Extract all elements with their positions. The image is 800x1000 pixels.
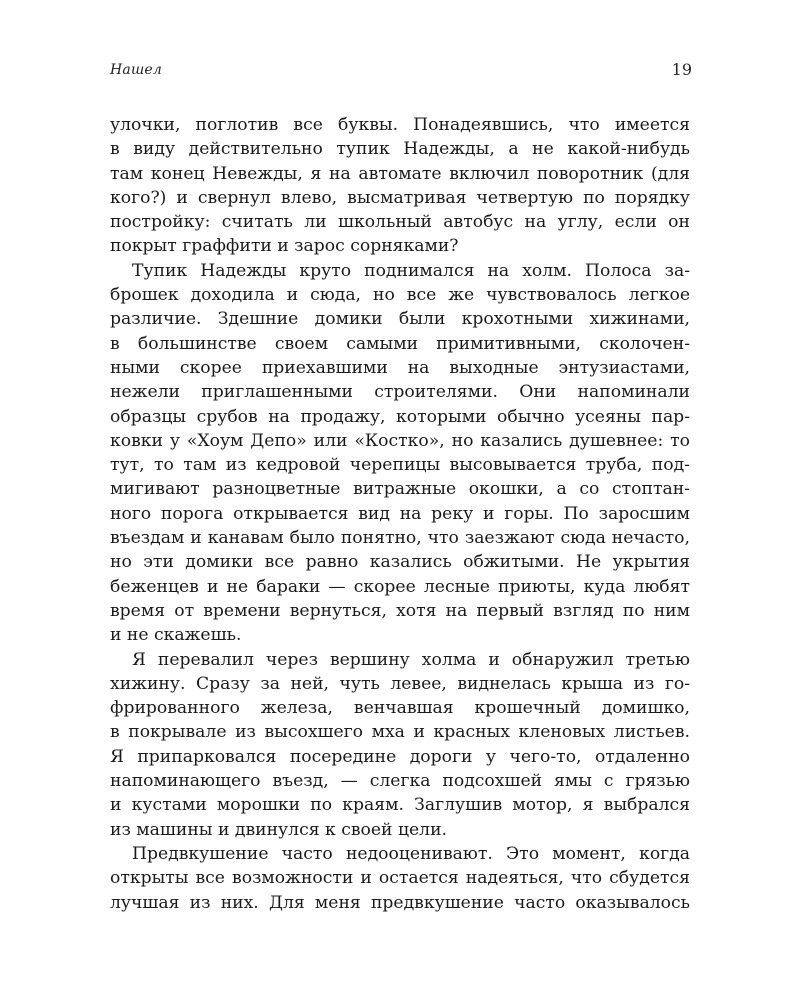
text-line: и не скажешь. — [110, 625, 242, 646]
text-line: ными скорее приехавшими на выходные энтузиастами, — [110, 357, 690, 378]
text-line: Предвкушение часто недооценивают. Это момент, когда — [132, 843, 690, 864]
page-number: 19 — [671, 60, 692, 79]
text-line: нежели приглашенными строителями. Они напоминали — [110, 382, 690, 403]
text-line: улочки, поглотив все буквы. Понадеявшись, что имеется — [110, 115, 690, 135]
text-line: Тупик Надежды круто поднимался на холм. Полоса за- — [132, 260, 690, 281]
text-line: и кустами морошки по краям. Заглушив мотор, я выбрался — [110, 795, 690, 816]
text-line: открыты все возможности и остается надеяться, что сбудется — [110, 868, 690, 889]
text-line: фрированного железа, венчавшая крошечный домишко, — [110, 698, 690, 719]
text-line: постройку: считать ли школьный автобус на углу, если он — [110, 212, 690, 233]
text-line: беженцев и не бараки — скорее лесные приюты, куда любят — [110, 576, 690, 597]
text-line: покрыт граффити и зарос сорняками? — [110, 236, 459, 257]
text-line: лучшая из них. Для меня предвкушение часто оказывалось — [110, 892, 690, 913]
text-line: Я перевалил через вершину холма и обнаружил третью — [132, 649, 690, 670]
body-text — [110, 113, 690, 915]
text-line: различие. Здешние домики были крохотными хижинами, — [110, 309, 690, 330]
text-line: кого?) и свернул влево, высматривая четвертую по порядку — [110, 187, 690, 208]
text-line: время от времени вернуться, хотя на первый взгляд по ним — [110, 600, 690, 621]
text-line: въездам и канавам было понятно, что заезжают сюда нечасто, — [110, 528, 690, 549]
text-line: брошек доходила и сюда, но все же чувствовалось легкое — [110, 285, 690, 306]
text-line: ного порога открывается вид на реку и горы. По заросшим — [110, 503, 690, 524]
running-title: Нашел — [110, 62, 163, 78]
text-line: но эти домики все равно казались обжитыми. Не укрытия — [110, 552, 690, 573]
text-line: в виду действительно тупик Надежды, а не какой-нибудь — [110, 139, 690, 160]
text-line: из машины и двинулся к своей цели. — [110, 819, 448, 840]
text-line: хижину. Сразу за ней, чуть левее, виднелась крыша из го- — [110, 673, 690, 694]
text-line: Я припарковался посередине дороги у чего-то, отдаленно — [110, 746, 690, 767]
text-line: там конец Невежды, я на автомате включил поворотник (для — [110, 163, 690, 184]
text-line: в покрывале из высохшего мха и красных кленовых листьев. — [110, 722, 690, 743]
text-line: мигивают разноцветные витражные окошки, а со стоптан- — [110, 479, 690, 500]
text-line: напоминающего въезд, — слегка подсохшей ямы с грязью — [110, 771, 690, 792]
text-line: в большинстве своем самыми примитивными, сколочен- — [110, 333, 690, 354]
text-line: образцы срубов на продажу, которыми обычно усеяны пар- — [110, 406, 690, 427]
text-line: тут, то там из кедровой черепицы высовывается труба, под- — [110, 455, 690, 476]
text-line: ковки у «Хоум Депо» или «Костко», но казались душевнее: то — [110, 430, 690, 451]
